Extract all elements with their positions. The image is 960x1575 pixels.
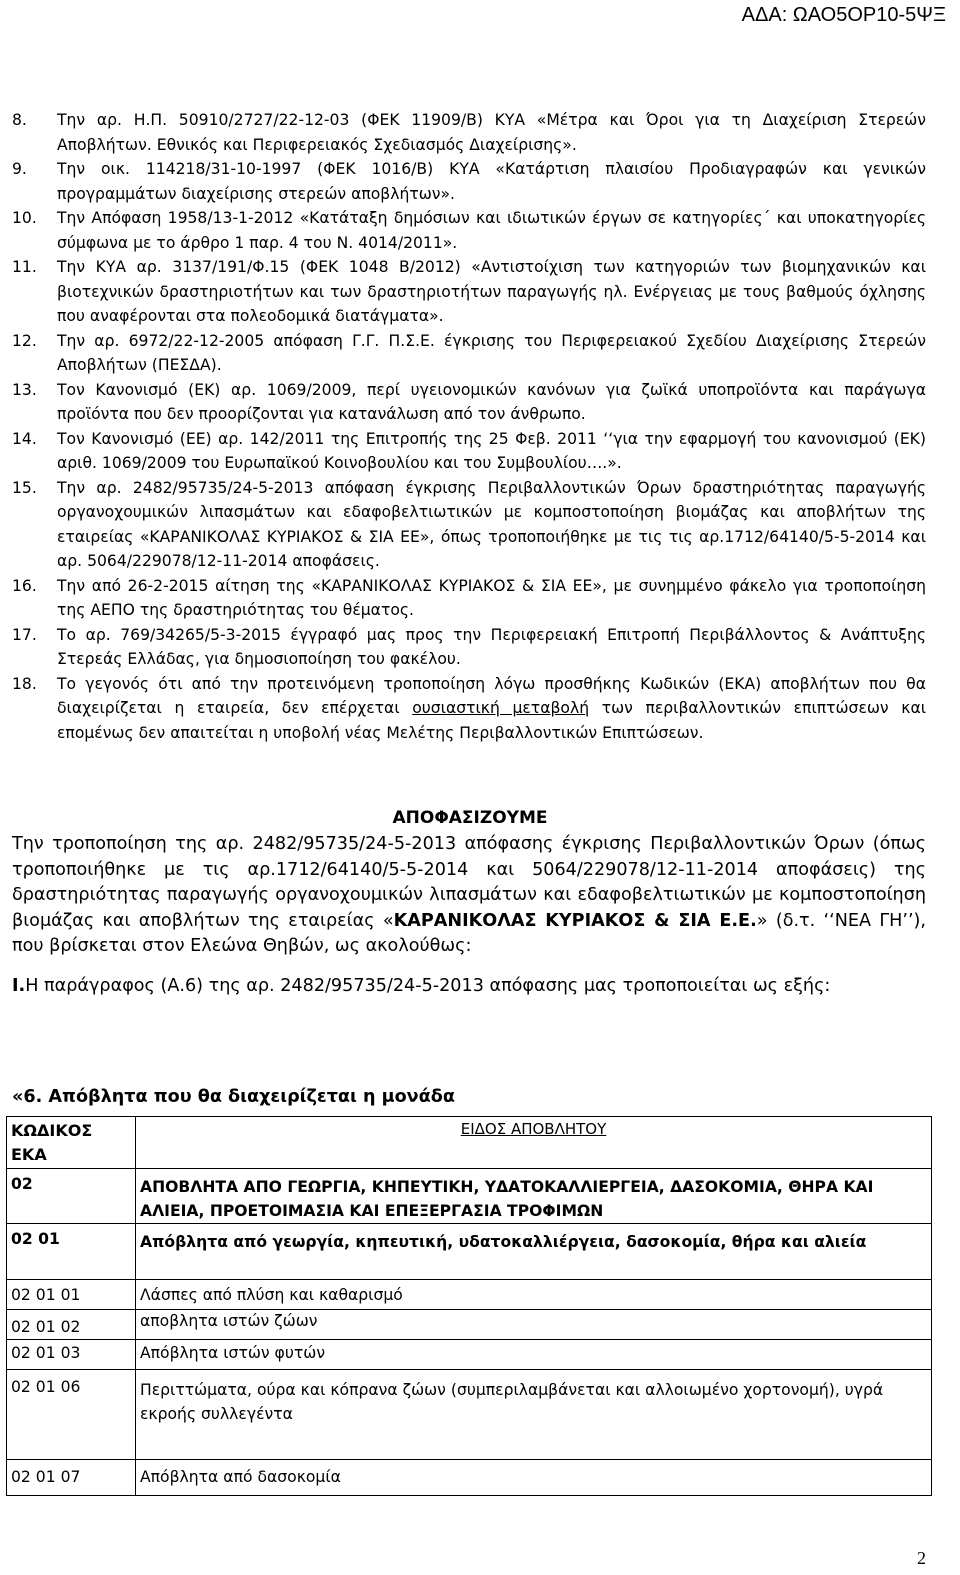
item-text-part: Το γεγονός ότι από την προτεινόμενη τροποποίηση λόγω προσθήκης Κωδικών (ΕΚΑ) αποβλήτων που θα διαχειρίζεται η εταιρεία, δεν επέρχεται [57,674,926,717]
decision-title: ΑΠΟΦΑΣΙΖΟΥΜΕ [392,808,548,828]
table-header-row [7,1117,932,1169]
item-number: 14. [12,429,37,448]
table-row [7,1280,932,1310]
section-title: «6. Απόβλητα που θα διαχειρίζεται η μονάδα [12,1087,455,1107]
document-code: ΑΔΑ: ΩΑΟ5ΟΡ10-5ΨΞ [741,4,946,26]
item-number: 15. [12,478,37,497]
item-number: 12. [12,331,37,350]
desc-cell: αποβλητα ιστών ζώων [136,1310,932,1340]
item-text: Την από 26-2-2015 αίτηση της «ΚΑΡΑΝΙΚΟΛΑΣ ΚΥΡΙΑΚΟΣ & ΣΙΑ ΕΕ», με συνημμένο φάκελο για τροποποίηση της ΑΕΠΟ της δραστηριότητας του θέματος. [57,576,926,619]
list-item [12,623,926,672]
item-number: 17. [12,625,37,644]
item-text [57,672,926,746]
decision-text: » (δ.τ. ‘‘ΝΕΑ ΓΗ’’), που βρίσκεται στον Ελεώνα Θηβών, ως ακολούθως: [12,910,927,957]
item-text-part: των περιβαλλοντικών επιπτώσεων και επομένως δεν απαιτείται η υποβολή νέας Μελέτης Περιβαλλοντικών Επιπτώσεων. [57,699,926,742]
header-code-cell: ΚΩΔΙΚΟΣ ΕΚΑ [7,1117,136,1169]
item-text: Τον Κανονισμό (ΕΕ) αρ. 142/2011 της Επιτροπής της 25 Φεβ. 2011 ‘‘για την εφαρμογή του κανονισμού (ΕΚ) αριθ. 1069/2009 του Ευρωπαϊκού Κοινοβουλίου και του Συμβουλίου….». [57,429,926,472]
code-cell: 02 01 07 [7,1460,136,1496]
list-item [12,378,926,427]
desc-cell: Περιττώματα, ούρα και κόπρανα ζώων (συμπεριλαμβάνεται και αλλοιωμένο χορτονομή), υγρά εκροής συλλεγέντα [136,1370,932,1460]
company-name: ΚΑΡΑΝΙΚΟΛΑΣ ΚΥΡΙΑΚΟΣ & ΣΙΑ Ε.Ε. [393,910,757,931]
table-row [7,1460,932,1496]
item-text: Την αρ. 2482/95735/24-5-2013 απόφαση έγκρισης Περιβαλλοντικών Όρων δραστηριότητας παραγωγής οργανοχουμικών λιπασμάτων και εδαφοβελτιωτικών με κομποστοποίηση βιομάζας και αποβλήτων της εταιρείας «ΚΑΡΑΝΙΚΟΛΑΣ ΚΥΡΙΑΚΟΣ & ΣΙΑ ΕΕ», όπως τροποποιήθηκε με τις τις αρ.1712/64140/5-5-2014 και αρ. 5064/229078/12-11-2014 αποφάσεις. [57,478,926,570]
item-text: Το αρ. 769/34265/5-3-2015 έγγραφό μας προς την Περιφερειακή Επιτροπή Περιβάλλοντος & Ανάπτυξης Στερεάς Ελλάδας, για δημοσιοποίηση του φακέλου. [57,625,926,668]
roman-numeral: Ι. [12,975,26,996]
code-cell: 02 01 01 [7,1280,136,1310]
item-text: Την ΚΥΑ αρ. 3137/191/Φ.15 (ΦΕΚ 1048 Β/2012) «Αντιστοίχιση των κατηγοριών των βιομηχανικών και βιοτεχνικών δραστηριοτήτων και των δραστηριοτήτων παραγωγής ηλ. Ενέργειας με τους βαθμούς όχλησης που αναφέρονται στα πολεοδομικά διατάγματα». [57,258,926,325]
page-number: 2 [917,1548,926,1568]
decision-body [12,832,926,1000]
list-item [12,108,926,157]
desc-cell: Λάσπες από πλύση και καθαρισμό [136,1280,932,1310]
list-item [12,574,926,623]
item-number: 9. [12,160,27,178]
list-item [12,476,926,574]
underlined-phrase: ουσιαστική μεταβολή [412,699,590,717]
waste-table [6,1116,932,1496]
table-row [7,1224,932,1280]
item-text: Την οικ. 114218/31-10-1997 (ΦΕΚ 1016/Β) ΚΥΑ «Κατάρτιση πλαισίου Προδιαγραφών και γενικών προγραμμάτων διαχείρισης στερεών αποβλήτων». [57,160,926,203]
amendment-paragraph [12,974,926,1000]
table-row [7,1370,932,1460]
code-cell: 02 [7,1169,136,1224]
table-row [7,1340,932,1370]
amendment-text: Η παράγραφος (Α.6) της αρ. 2482/95735/24-5-2013 απόφασης μας τροποποιείται ως εξής: [25,975,831,996]
desc-cell: Απόβλητα από γεωργία, κηπευτική, υδατοκαλλιέργεια, δασοκομία, θήρα και αλιεία [136,1224,932,1280]
code-cell: 02 01 03 [7,1340,136,1370]
desc-cell: Απόβλητα ιστών φυτών [136,1340,932,1370]
item-number: 8. [12,111,27,129]
item-text: Την αρ. 6972/22-12-2005 απόφαση Γ.Γ. Π.Σ.Ε. έγκρισης του Περιφερειακού Σχεδίου Διαχείρισης Στερεών Αποβλήτων (ΠΕΣΔΑ). [57,331,926,374]
item-number: 18. [12,674,37,693]
decision-paragraph [12,832,926,960]
list-item [12,206,926,255]
list-item [12,329,926,378]
list-item [12,427,926,476]
code-cell: 02 01 02 [7,1310,136,1340]
paragraph-gap [12,960,926,974]
item-number: 10. [12,209,37,227]
table-row [7,1310,932,1340]
item-number: 11. [12,258,37,276]
reference-list [12,108,926,745]
desc-cell: Απόβλητα από δασοκομία [136,1460,932,1496]
decision-text: Την τροποποίηση της αρ. 2482/95735/24-5-2013 απόφασης έγκρισης Περιβαλλοντικών Όρων (όπως τροποποιήθηκε με τις αρ.1712/64140/5-5-2014 και 5064/229078/12-11-2014 αποφάσεις) της δραστηριότητας παραγωγής οργανοχουμικών λιπασμάτων και εδαφοβελτιωτικών με κομποστοποίηση βιομάζας και αποβλήτων της εταιρείας « [12,834,926,931]
item-text: Την αρ. Η.Π. 50910/2727/22-12-03 (ΦΕΚ 11909/Β) ΚΥΑ «Μέτρα και Όροι για τη Διαχείριση Στερεών Αποβλήτων. Εθνικός και Περιφερειακός Σχεδιασμός Διαχείρισης». [57,111,926,154]
header-desc-cell: ΕΙΔΟΣ ΑΠΟΒΛΗΤΟΥ [136,1117,932,1169]
list-item [12,157,926,206]
item-number: 13. [12,380,37,399]
item-text: Τον Κανονισμό (ΕΚ) αρ. 1069/2009, περί υγειονομικών κανόνων για ζωϊκά υποπροϊόντα και παράγωγα προϊόντα που δεν προορίζονται για κατανάλωση από τον άνθρωπο. [57,380,926,423]
code-cell: 02 01 06 [7,1370,136,1460]
list-item [12,672,926,746]
list-item [12,255,926,329]
table-row [7,1169,932,1224]
desc-cell: ΑΠΟΒΛΗΤΑ ΑΠΟ ΓΕΩΡΓΙΑ, ΚΗΠΕΥΤΙΚΗ, ΥΔΑΤΟΚΑΛΛΙΕΡΓΕΙΑ, ΔΑΣΟΚΟΜΙΑ, ΘΗΡΑ ΚΑΙ ΑΛΙΕΙΑ, ΠΡΟΕΤΟΙΜΑΣΙΑ ΚΑΙ ΕΠΕΞΕΡΓΑΣΙΑ ΤΡΟΦΙΜΩΝ [136,1169,932,1224]
item-text: Την Απόφαση 1958/13-1-2012 «Κατάταξη δημόσιων και ιδιωτικών έργων σε κατηγορίες΄ και υποκατηγορίες σύμφωνα με το άρθρο 1 παρ. 4 του Ν. 4014/2011». [57,209,926,252]
code-cell: 02 01 [7,1224,136,1280]
item-number: 16. [12,576,37,595]
